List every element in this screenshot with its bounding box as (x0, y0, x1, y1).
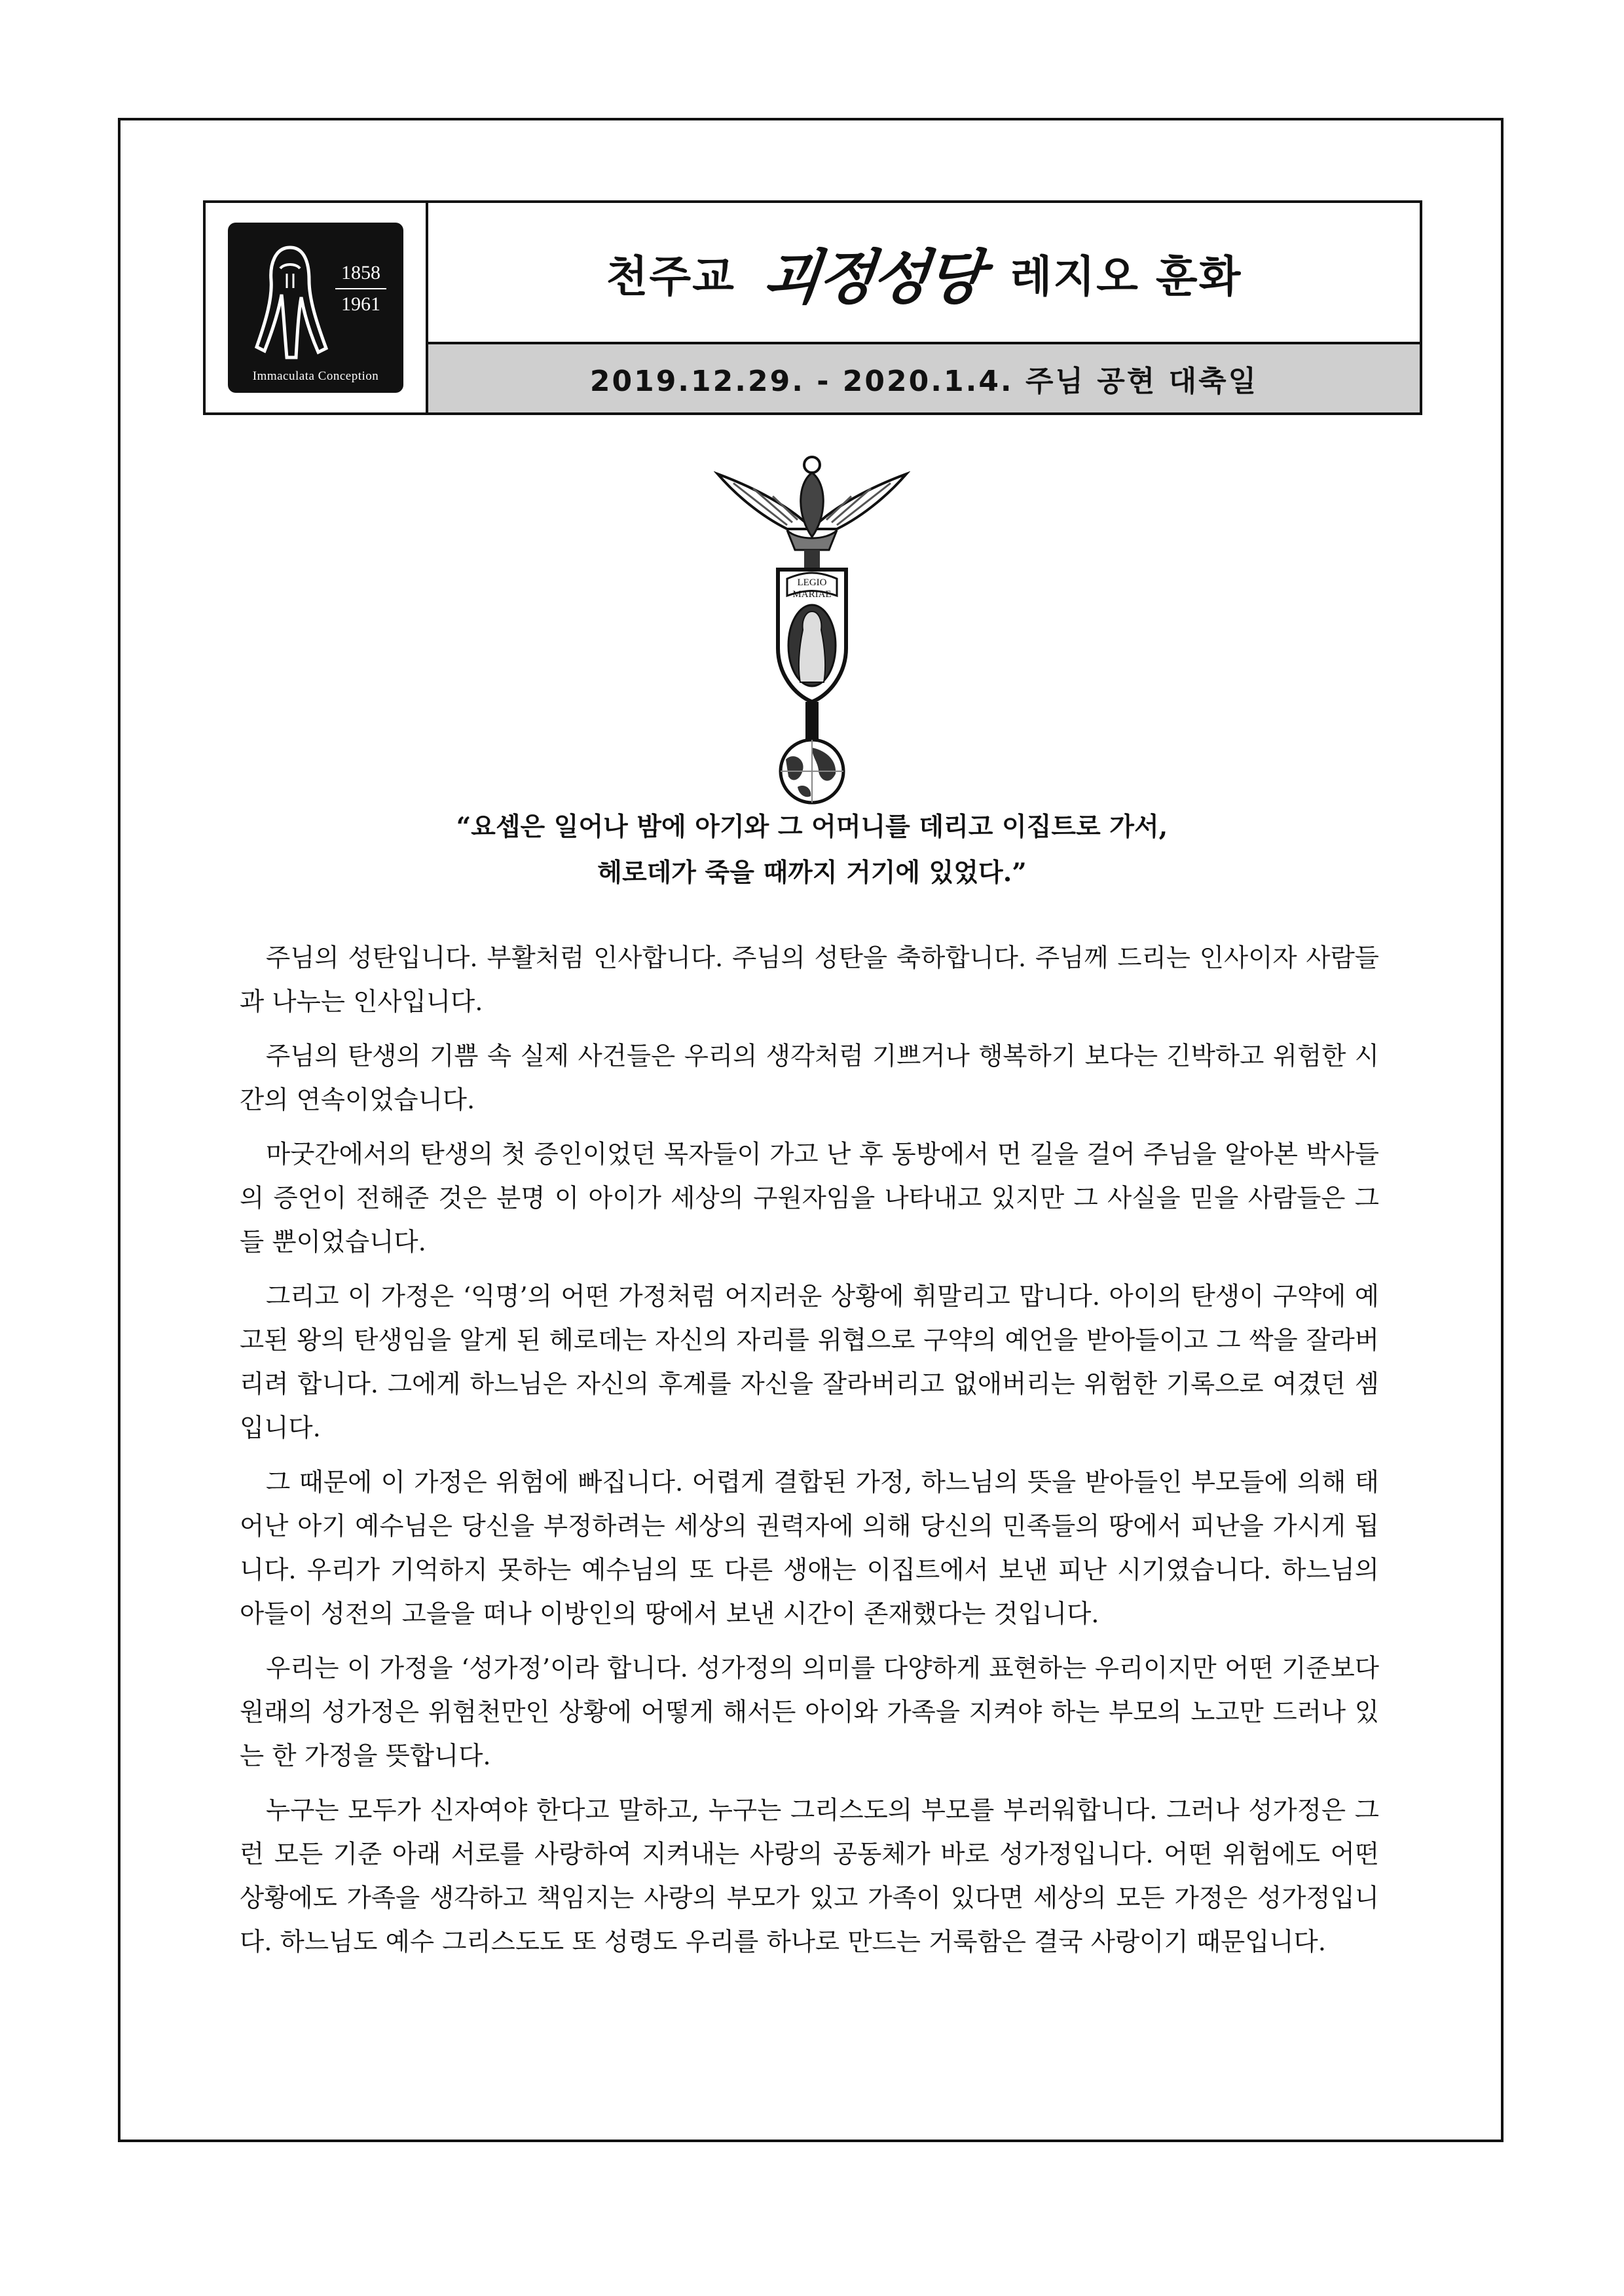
quote-line-2: 헤로데가 죽을 때까지 거기에 있었다.” (597, 858, 1027, 888)
paragraph: 우리는 이 가정을 ‘성가정’이라 합니다. 성가정의 의미를 다양하게 표현하는 우리이지만 어떤 기준보다 원래의 성가정은 위험천만인 상황에 어떻게 해서든 아이와 가족을 지켜야 하는 부모의 노고만 드러나 있는 한 가정을 뜻합니다. (240, 1654, 1379, 1771)
paragraph: 주님의 탄생의 기쁨 속 실제 사건들은 우리의 생각처럼 기쁘거나 행복하기 보다는 긴박하고 위험한 시간의 연속이었습니다. (240, 1042, 1379, 1115)
madonna-icon (241, 236, 339, 367)
logo-year-top: 1858 (341, 262, 380, 283)
title-prefix: 천주교 (606, 251, 735, 302)
title-parish-name: 괴정성당 (760, 243, 985, 312)
homily-body (240, 936, 1379, 1975)
parish-logo (228, 223, 403, 393)
paragraph: 주님의 성탄입니다. 부활처럼 인사합니다. 주님의 성탄을 축하합니다. 주님께 드리는 인사이자 사람들과 나누는 인사입니다. (240, 943, 1379, 1017)
logo-years (335, 259, 386, 318)
paragraph: 그 때문에 이 가정은 위험에 빠집니다. 어렵게 결합된 가정, 하느님의 뜻을 받아들인 부모들에 의해 태어난 아기 예수님은 당신을 부정하려는 세상의 권력자에 의해 당신의 민족들의 땅에서 피난을 가시게 됩니다. 우리가 기억하지 못하는 예수님의 또 다른 생애는 이집트에서 보낸 피난 시기였습니다. 하느님의 아들이 성전의 고을을 떠나 이방인의 땅에서 보낸 시간이 존재했다는 것입니다. (240, 1468, 1379, 1629)
logo-caption: Immaculata Conception (252, 369, 379, 383)
quote-line-1: “요셉은 일어나 밤에 아기와 그 어머니를 데리고 이집트로 가서, (456, 812, 1168, 842)
paragraph: 마굿간에서의 탄생의 첫 증인이었던 목자들이 가고 난 후 동방에서 먼 길을 걸어 주님을 알아본 박사들의 증언이 전해준 것은 분명 이 아이가 세상의 구원자임을 나타내고 있지만 그 사실을 믿을 사람들은 그들 뿐이었습니다. (240, 1140, 1379, 1257)
emblem-banner-text-1: LEGIO (797, 577, 827, 588)
scripture-quote (196, 804, 1428, 896)
paragraph: 누구는 모두가 신자여야 한다고 말하고, 누구는 그리스도의 부모를 부러워합니다. 그러나 성가정은 그런 모든 기준 아래 서로를 사랑하여 지켜내는 사랑의 공동체가 바로 성가정입니다. 어떤 위험에도 어떤 상황에도 가족을 생각하고 책임지는 사랑의 부모가 있고 가족이 있다면 세상의 모든 가정은 성가정입니다. 하느님도 예수 그리스도도 또 성령도 우리를 하나로 만드는 거룩함은 결국 사랑이기 때문입니다. (240, 1796, 1379, 1957)
logo-year-bottom: 1961 (341, 293, 380, 315)
header-box (203, 200, 1422, 415)
paragraph: 그리고 이 가정은 ‘익명’의 어떤 가정처럼 어지러운 상황에 휘말리고 맙니다. 아이의 탄생이 구약에 예고된 왕의 탄생임을 알게 된 헤로데는 자신의 자리를 위협으로 구약의 예언을 받아들이고 그 싹을 잘라버리려 합니다. 그에게 하느님은 자신의 후계를 자신을 잘라버리고 없애버리는 위험한 기록으로 여겼던 셈입니다. (240, 1282, 1379, 1443)
title-suffix: 레지오 훈화 (1010, 251, 1242, 302)
title-cell (428, 203, 1420, 344)
emblem-banner-text-2: MARIAE (792, 589, 832, 600)
logo-cell (206, 203, 428, 412)
legio-mariae-emblem-icon (714, 452, 910, 805)
date-line: 2019.12.29. - 2020.1.4. 주님 공현 대축일 (428, 344, 1420, 412)
